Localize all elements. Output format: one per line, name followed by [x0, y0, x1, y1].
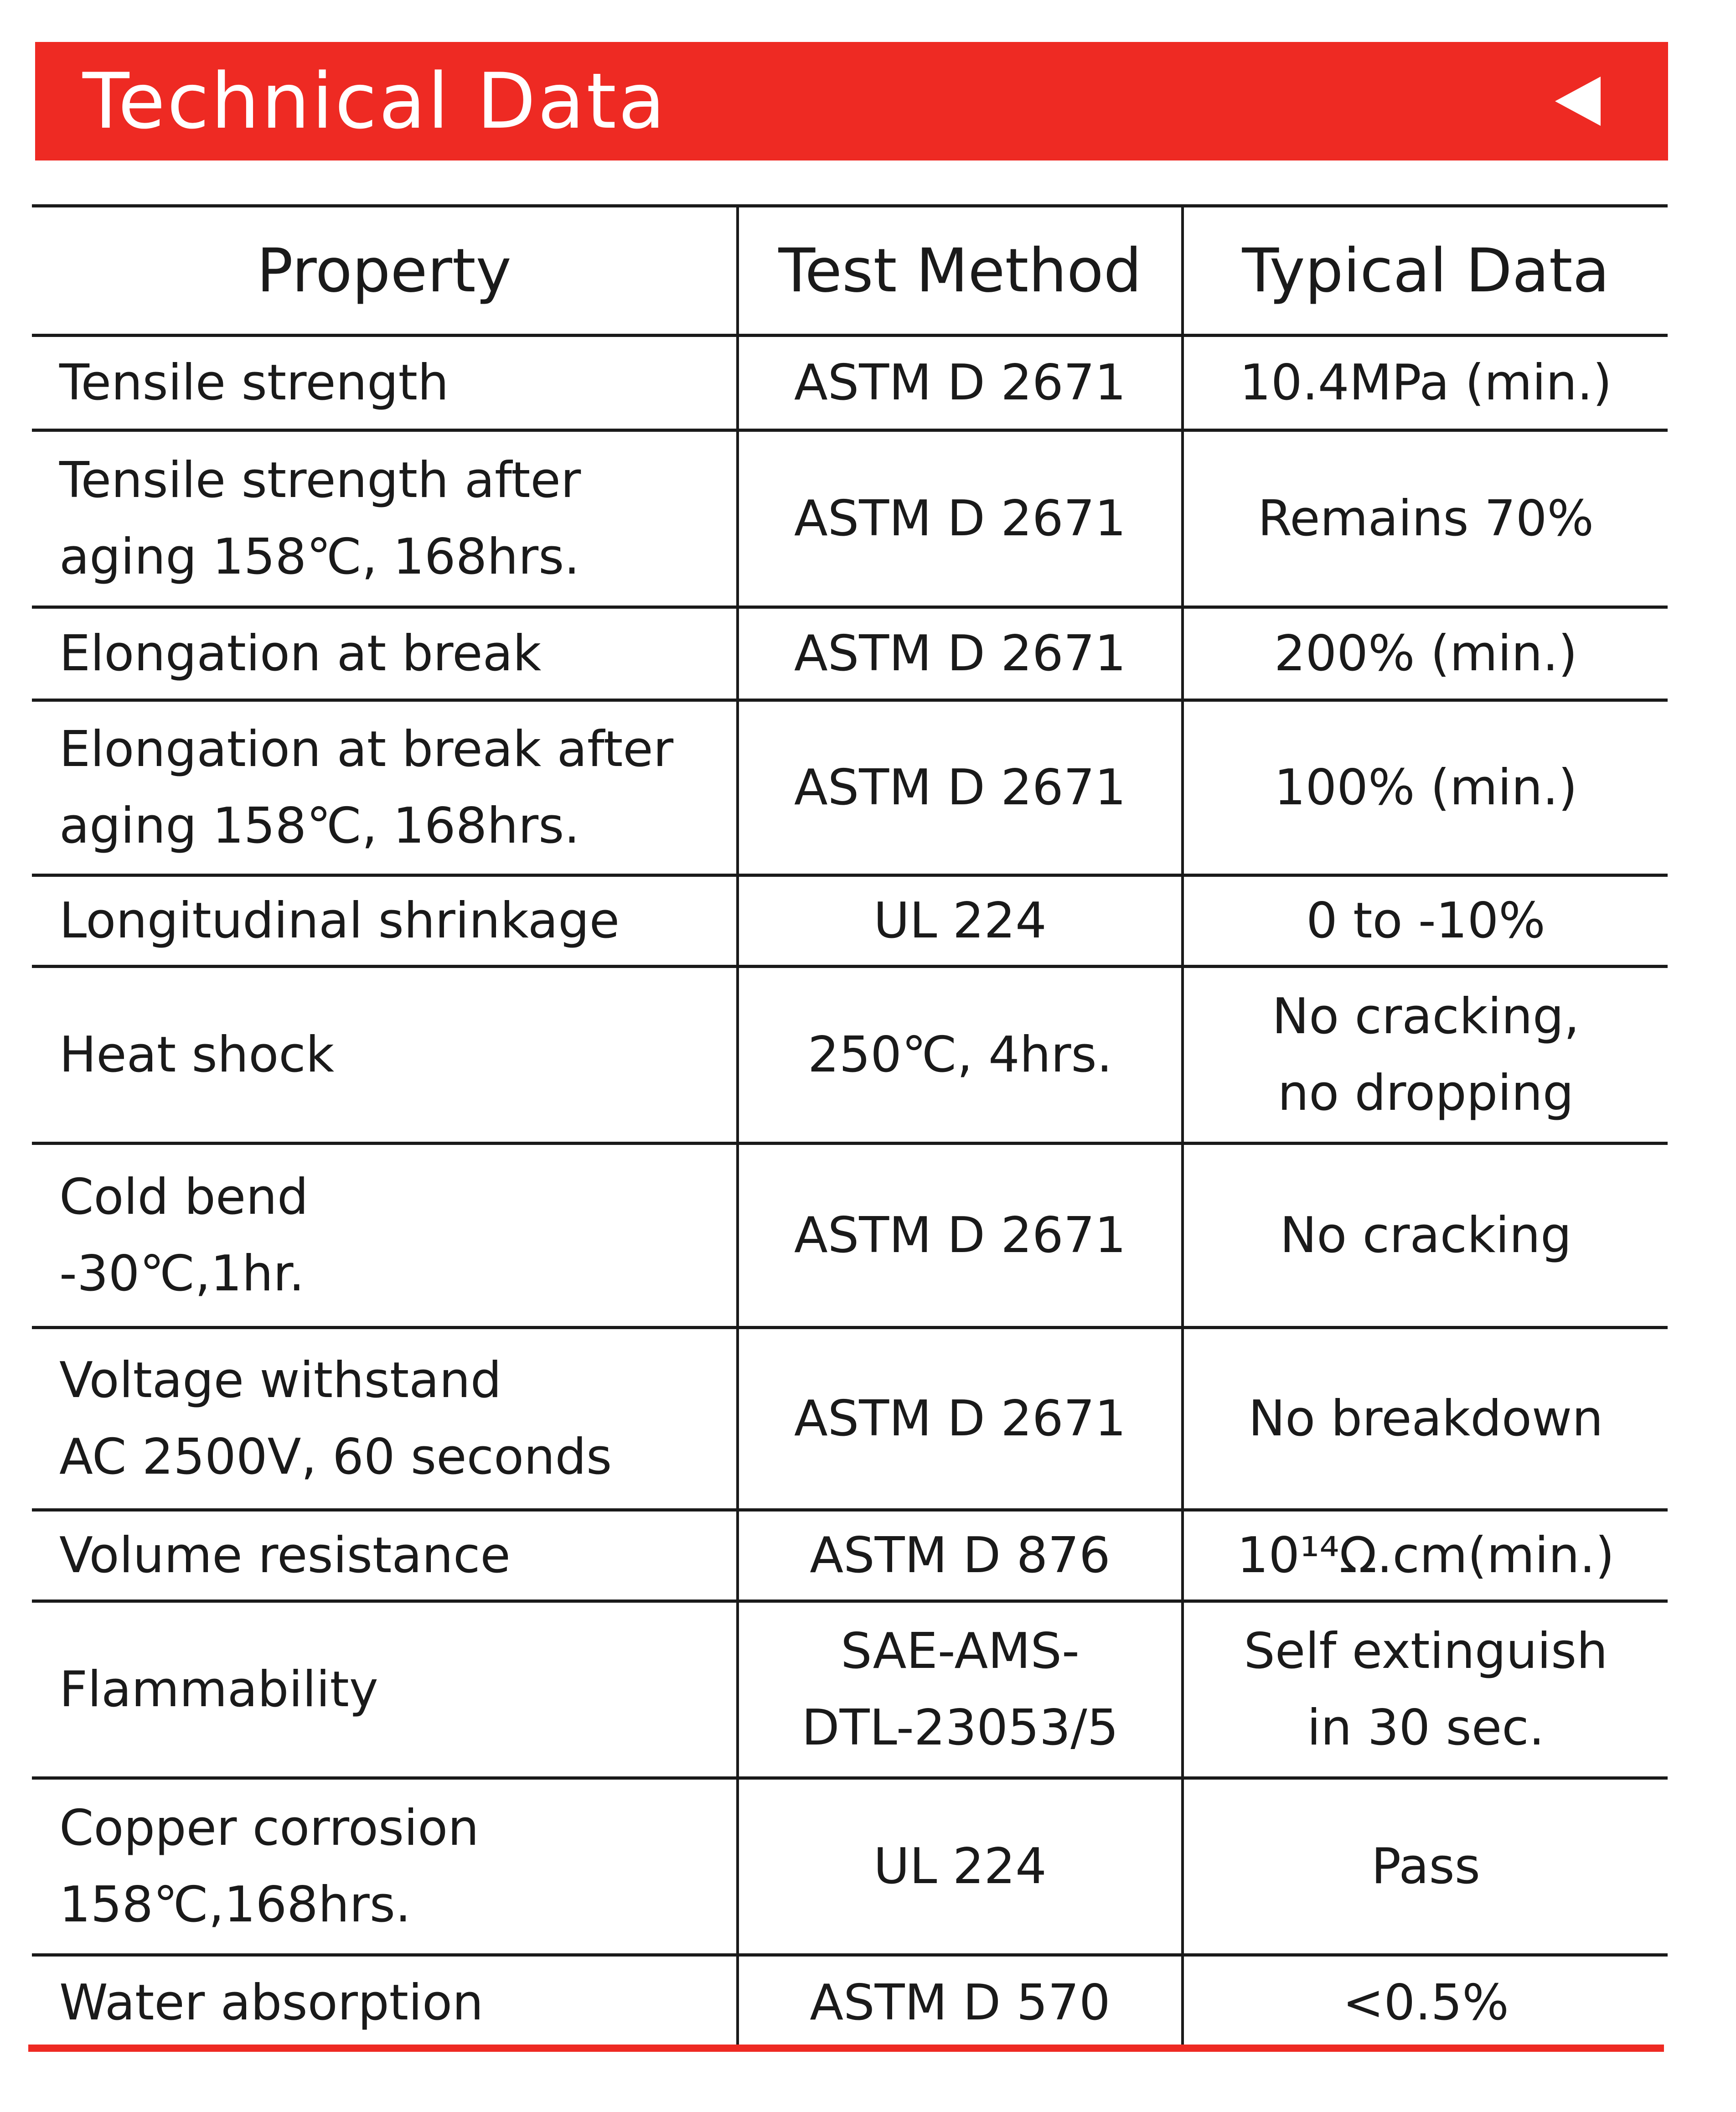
- test-method-cell: ASTM D 2671: [738, 336, 1183, 430]
- property-cell: Tensile strength after aging 158℃, 168hrs.: [32, 430, 738, 607]
- property-cell: Longitudinal shrinkage: [32, 875, 738, 967]
- test-method-cell: UL 224: [738, 875, 1183, 967]
- table-row: [32, 967, 1668, 1144]
- test-method-cell: ASTM D 2671: [738, 430, 1183, 607]
- table-header-row: [32, 206, 1668, 336]
- typical-data-cell: No breakdown: [1183, 1328, 1668, 1510]
- typical-data-cell: 200% (min.): [1183, 607, 1668, 700]
- property-cell: Water absorption: [32, 1955, 738, 2050]
- property-cell: Elongation at break after aging 158℃, 168hrs.: [32, 700, 738, 875]
- property-cell: Tensile strength: [32, 336, 738, 430]
- table-row: [32, 336, 1668, 430]
- typical-data-cell: Self extinguish in 30 sec.: [1183, 1601, 1668, 1778]
- header-typical-data: Typical Data: [1183, 206, 1668, 336]
- table-row: [32, 700, 1668, 875]
- property-cell: Flammability: [32, 1601, 738, 1778]
- table-row: [32, 430, 1668, 607]
- property-cell: Voltage withstand AC 2500V, 60 seconds: [32, 1328, 738, 1510]
- test-method-cell: ASTM D 570: [738, 1955, 1183, 2050]
- typical-data-cell: 10.4MPa (min.): [1183, 336, 1668, 430]
- header-test-method: Test Method: [738, 206, 1183, 336]
- typical-data-cell: No cracking, no dropping: [1183, 967, 1668, 1144]
- property-cell: Cold bend -30℃,1hr.: [32, 1144, 738, 1328]
- typical-data-cell: Remains 70%: [1183, 430, 1668, 607]
- table-row: [32, 1955, 1668, 2050]
- test-method-cell: ASTM D 2671: [738, 607, 1183, 700]
- table-row: [32, 1144, 1668, 1328]
- property-cell: Volume resistance: [32, 1510, 738, 1601]
- table-row: [32, 1778, 1668, 1955]
- test-method-cell: SAE-AMS- DTL-23053/5: [738, 1601, 1183, 1778]
- triangle-left-icon[interactable]: [1555, 77, 1601, 126]
- test-method-cell: ASTM D 2671: [738, 1144, 1183, 1328]
- table-row: [32, 875, 1668, 967]
- typical-data-cell: No cracking: [1183, 1144, 1668, 1328]
- table-row: [32, 1510, 1668, 1601]
- bottom-divider: [28, 2045, 1664, 2052]
- test-method-cell: UL 224: [738, 1778, 1183, 1955]
- test-method-cell: ASTM D 2671: [738, 700, 1183, 875]
- typical-data-cell: <0.5%: [1183, 1955, 1668, 2050]
- typical-data-cell: Pass: [1183, 1778, 1668, 1955]
- test-method-cell: ASTM D 2671: [738, 1328, 1183, 1510]
- table-row: [32, 1601, 1668, 1778]
- table-row: [32, 607, 1668, 700]
- test-method-cell: ASTM D 876: [738, 1510, 1183, 1601]
- test-method-cell: 250℃, 4hrs.: [738, 967, 1183, 1144]
- technical-data-table: [32, 204, 1668, 2050]
- typical-data-cell: 100% (min.): [1183, 700, 1668, 875]
- table-row: [32, 1328, 1668, 1510]
- property-cell: Elongation at break: [32, 607, 738, 700]
- header-property: Property: [32, 206, 738, 336]
- section-title: Technical Data: [83, 57, 667, 146]
- property-cell: Heat shock: [32, 967, 738, 1144]
- typical-data-cell: 10¹⁴Ω.cm(min.): [1183, 1510, 1668, 1601]
- section-banner: [35, 42, 1668, 160]
- property-cell: Copper corrosion 158℃,168hrs.: [32, 1778, 738, 1955]
- typical-data-cell: 0 to -10%: [1183, 875, 1668, 967]
